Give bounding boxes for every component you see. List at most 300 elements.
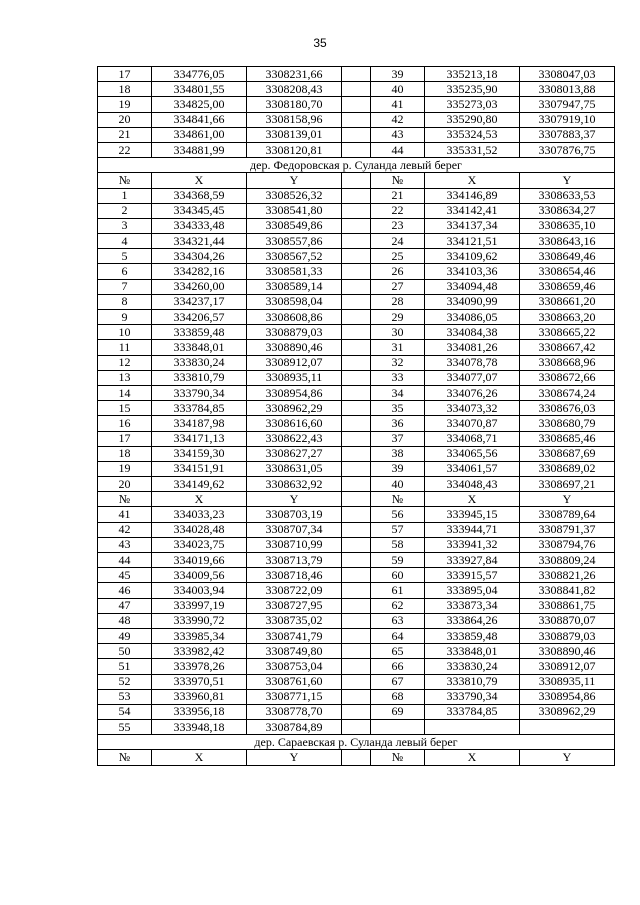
- point-number: 32: [371, 355, 425, 370]
- x-coordinate: 334825,00: [152, 97, 247, 112]
- y-coordinate: 3308680,79: [520, 416, 615, 431]
- y-coordinate: 3308761,60: [247, 674, 342, 689]
- table-row: [98, 431, 615, 446]
- point-number: 47: [98, 598, 152, 613]
- x-coordinate: 333848,01: [152, 340, 247, 355]
- spacer-cell: [342, 613, 371, 628]
- spacer-cell: [342, 553, 371, 568]
- spacer-cell: [342, 127, 371, 142]
- y-coordinate: 3308139,01: [247, 127, 342, 142]
- x-coordinate: 334260,00: [152, 279, 247, 294]
- y-coordinate: 3308659,46: [520, 279, 615, 294]
- table-row: [98, 644, 615, 659]
- y-coordinate: 3308158,96: [247, 112, 342, 127]
- header-number: №: [98, 492, 152, 507]
- y-coordinate: 3308608,86: [247, 310, 342, 325]
- table-row: [98, 598, 615, 613]
- x-coordinate: 333830,24: [152, 355, 247, 370]
- spacer-cell: [342, 218, 371, 233]
- table-row: [98, 689, 615, 704]
- y-coordinate: 3308616,60: [247, 416, 342, 431]
- spacer-cell: [342, 279, 371, 294]
- point-number: 35: [371, 401, 425, 416]
- point-number: 30: [371, 325, 425, 340]
- spacer-cell: [342, 720, 371, 735]
- x-coordinate: 334077,07: [425, 370, 520, 385]
- y-coordinate: 3308890,46: [247, 340, 342, 355]
- y-coordinate: 3308047,03: [520, 67, 615, 82]
- point-number: 29: [371, 310, 425, 325]
- point-number: 34: [371, 385, 425, 400]
- table-row: [98, 568, 615, 583]
- spacer-cell: [342, 461, 371, 476]
- point-number: 46: [98, 583, 152, 598]
- x-coordinate: 334048,43: [425, 477, 520, 492]
- point-number: 13: [98, 370, 152, 385]
- x-coordinate: 334146,89: [425, 188, 520, 203]
- spacer-cell: [342, 416, 371, 431]
- point-number: 17: [98, 67, 152, 82]
- x-coordinate: 334149,62: [152, 477, 247, 492]
- point-number: 48: [98, 613, 152, 628]
- y-coordinate: 3308668,96: [520, 355, 615, 370]
- x-coordinate: 333859,48: [152, 325, 247, 340]
- x-coordinate: 334345,45: [152, 203, 247, 218]
- x-coordinate: 335213,18: [425, 67, 520, 82]
- table-row: [98, 370, 615, 385]
- point-number: 33: [371, 370, 425, 385]
- header-number: №: [371, 173, 425, 188]
- table-row: [98, 446, 615, 461]
- point-number: 25: [371, 249, 425, 264]
- header-y: Y: [520, 492, 615, 507]
- y-coordinate: 3308710,99: [247, 537, 342, 552]
- y-coordinate: 3308231,66: [247, 67, 342, 82]
- x-coordinate: 334776,05: [152, 67, 247, 82]
- table-row: [98, 537, 615, 552]
- x-coordinate: 334090,99: [425, 294, 520, 309]
- point-number: 53: [98, 689, 152, 704]
- y-coordinate: 3308676,03: [520, 401, 615, 416]
- point-number: 10: [98, 325, 152, 340]
- y-coordinate: 3308821,26: [520, 568, 615, 583]
- table-row: [98, 340, 615, 355]
- table-row: [98, 82, 615, 97]
- header-number: №: [98, 173, 152, 188]
- y-coordinate: 3308962,29: [520, 704, 615, 719]
- y-coordinate: 3308879,03: [520, 628, 615, 643]
- point-number: 37: [371, 431, 425, 446]
- point-number: 31: [371, 340, 425, 355]
- spacer-cell: [342, 628, 371, 643]
- header-x: X: [425, 173, 520, 188]
- y-coordinate: 3308784,89: [247, 720, 342, 735]
- x-coordinate: 333810,79: [152, 370, 247, 385]
- y-coordinate: 3308687,69: [520, 446, 615, 461]
- y-coordinate: 3308643,16: [520, 234, 615, 249]
- y-coordinate: 3308654,46: [520, 264, 615, 279]
- y-coordinate: 3308794,76: [520, 537, 615, 552]
- x-coordinate: [425, 720, 520, 735]
- x-coordinate: 334076,26: [425, 385, 520, 400]
- x-coordinate: 333956,18: [152, 704, 247, 719]
- point-number: 15: [98, 401, 152, 416]
- spacer-cell: [342, 644, 371, 659]
- spacer-cell: [342, 249, 371, 264]
- x-coordinate: 333970,51: [152, 674, 247, 689]
- table-row: [98, 264, 615, 279]
- point-number: 24: [371, 234, 425, 249]
- x-coordinate: 334061,57: [425, 461, 520, 476]
- point-number: 9: [98, 310, 152, 325]
- spacer-cell: [342, 537, 371, 552]
- point-number: 22: [98, 142, 152, 157]
- y-coordinate: 3308672,66: [520, 370, 615, 385]
- table-row: [98, 310, 615, 325]
- x-coordinate: 334171,13: [152, 431, 247, 446]
- table-row: [98, 112, 615, 127]
- point-number: 3: [98, 218, 152, 233]
- table-row: [98, 355, 615, 370]
- point-number: 1: [98, 188, 152, 203]
- y-coordinate: 3308718,46: [247, 568, 342, 583]
- point-number: 43: [98, 537, 152, 552]
- y-coordinate: 3308627,27: [247, 446, 342, 461]
- table-row: [98, 97, 615, 112]
- spacer-cell: [342, 370, 371, 385]
- x-coordinate: 334073,32: [425, 401, 520, 416]
- point-number: 5: [98, 249, 152, 264]
- table-header-row: [98, 173, 615, 188]
- x-coordinate: 334078,78: [425, 355, 520, 370]
- point-number: 51: [98, 659, 152, 674]
- spacer-cell: [342, 507, 371, 522]
- point-number: 62: [371, 598, 425, 613]
- y-coordinate: 3308180,70: [247, 97, 342, 112]
- y-coordinate: 3308649,46: [520, 249, 615, 264]
- y-coordinate: 3308879,03: [247, 325, 342, 340]
- point-number: 63: [371, 613, 425, 628]
- point-number: 67: [371, 674, 425, 689]
- spacer-cell: [342, 598, 371, 613]
- x-coordinate: 334009,56: [152, 568, 247, 583]
- y-coordinate: 3308526,32: [247, 188, 342, 203]
- y-coordinate: 3308749,80: [247, 644, 342, 659]
- page-number: 35: [313, 36, 327, 50]
- point-number: 41: [98, 507, 152, 522]
- x-coordinate: 335324,53: [425, 127, 520, 142]
- x-coordinate: 334094,48: [425, 279, 520, 294]
- header-y: Y: [247, 492, 342, 507]
- x-coordinate: 333990,72: [152, 613, 247, 628]
- x-coordinate: 334109,62: [425, 249, 520, 264]
- x-coordinate: 334151,91: [152, 461, 247, 476]
- section-title-row: [98, 735, 615, 750]
- x-coordinate: 334065,56: [425, 446, 520, 461]
- header-y: Y: [247, 750, 342, 765]
- y-coordinate: 3308890,46: [520, 644, 615, 659]
- y-coordinate: 3308912,07: [247, 355, 342, 370]
- point-number: 43: [371, 127, 425, 142]
- coordinates-table-body: [98, 67, 615, 766]
- x-coordinate: 333915,57: [425, 568, 520, 583]
- spacer-cell: [342, 446, 371, 461]
- table-row: [98, 401, 615, 416]
- x-coordinate: 334023,75: [152, 537, 247, 552]
- y-coordinate: 3308703,19: [247, 507, 342, 522]
- point-number: 4: [98, 234, 152, 249]
- y-coordinate: 3308771,15: [247, 689, 342, 704]
- table-header-row: [98, 750, 615, 765]
- x-coordinate: 334033,23: [152, 507, 247, 522]
- table-row: [98, 553, 615, 568]
- point-number: 44: [371, 142, 425, 157]
- x-coordinate: 334068,71: [425, 431, 520, 446]
- spacer-cell: [342, 431, 371, 446]
- x-coordinate: 333982,42: [152, 644, 247, 659]
- point-number: 21: [98, 127, 152, 142]
- x-coordinate: 335331,52: [425, 142, 520, 157]
- y-coordinate: 3308013,88: [520, 82, 615, 97]
- point-number: 19: [98, 97, 152, 112]
- x-coordinate: 333985,34: [152, 628, 247, 643]
- x-coordinate: 333790,34: [425, 689, 520, 704]
- header-number: №: [371, 750, 425, 765]
- point-number: 65: [371, 644, 425, 659]
- y-coordinate: 3308713,79: [247, 553, 342, 568]
- table-row: [98, 294, 615, 309]
- x-coordinate: 334121,51: [425, 234, 520, 249]
- x-coordinate: 334861,00: [152, 127, 247, 142]
- table-row: [98, 67, 615, 82]
- y-coordinate: 3308635,10: [520, 218, 615, 233]
- x-coordinate: 333895,04: [425, 583, 520, 598]
- spacer-cell: [342, 264, 371, 279]
- point-number: 57: [371, 522, 425, 537]
- spacer-cell: [342, 203, 371, 218]
- spacer-cell: [342, 355, 371, 370]
- point-number: 40: [371, 82, 425, 97]
- y-coordinate: 3308954,86: [247, 385, 342, 400]
- point-number: 2: [98, 203, 152, 218]
- header-y: Y: [520, 750, 615, 765]
- point-number: 11: [98, 340, 152, 355]
- point-number: 64: [371, 628, 425, 643]
- table-row: [98, 142, 615, 157]
- point-number: 60: [371, 568, 425, 583]
- y-coordinate: 3308631,05: [247, 461, 342, 476]
- point-number: 68: [371, 689, 425, 704]
- point-number: 7: [98, 279, 152, 294]
- y-coordinate: 3308622,43: [247, 431, 342, 446]
- spacer-cell: [342, 477, 371, 492]
- x-coordinate: 334159,30: [152, 446, 247, 461]
- x-coordinate: 333810,79: [425, 674, 520, 689]
- x-coordinate: 335273,03: [425, 97, 520, 112]
- y-coordinate: 3308598,04: [247, 294, 342, 309]
- spacer-cell: [342, 659, 371, 674]
- y-coordinate: 3307883,37: [520, 127, 615, 142]
- x-coordinate: 333830,24: [425, 659, 520, 674]
- y-coordinate: 3308962,29: [247, 401, 342, 416]
- section-title-row: [98, 158, 615, 173]
- point-number: 26: [371, 264, 425, 279]
- table-row: [98, 203, 615, 218]
- point-number: 39: [371, 461, 425, 476]
- table-row: [98, 477, 615, 492]
- y-coordinate: 3308120,81: [247, 142, 342, 157]
- x-coordinate: 334841,66: [152, 112, 247, 127]
- spacer-cell: [342, 82, 371, 97]
- header-number: №: [98, 750, 152, 765]
- spacer-cell: [342, 294, 371, 309]
- spacer-cell: [342, 234, 371, 249]
- y-coordinate: 3308778,70: [247, 704, 342, 719]
- x-coordinate: 334801,55: [152, 82, 247, 97]
- x-coordinate: 333859,48: [425, 628, 520, 643]
- y-coordinate: 3308789,64: [520, 507, 615, 522]
- table-row: [98, 279, 615, 294]
- spacer-cell: [342, 492, 371, 507]
- table-row: [98, 613, 615, 628]
- header-x: X: [152, 173, 247, 188]
- x-coordinate: 334081,26: [425, 340, 520, 355]
- point-number: 23: [371, 218, 425, 233]
- x-coordinate: 334368,59: [152, 188, 247, 203]
- y-coordinate: 3308557,86: [247, 234, 342, 249]
- section-title: дер. Сараевская р. Суланда левый берег: [98, 735, 615, 750]
- point-number: 69: [371, 704, 425, 719]
- y-coordinate: 3308727,95: [247, 598, 342, 613]
- table-row: [98, 522, 615, 537]
- spacer-cell: [342, 522, 371, 537]
- x-coordinate: 334028,48: [152, 522, 247, 537]
- x-coordinate: 333784,85: [425, 704, 520, 719]
- point-number: 56: [371, 507, 425, 522]
- x-coordinate: 333873,34: [425, 598, 520, 613]
- y-coordinate: 3308208,43: [247, 82, 342, 97]
- table-row: [98, 385, 615, 400]
- x-coordinate: 333864,26: [425, 613, 520, 628]
- point-number: 54: [98, 704, 152, 719]
- spacer-cell: [342, 188, 371, 203]
- y-coordinate: 3308912,07: [520, 659, 615, 674]
- header-y: Y: [247, 173, 342, 188]
- x-coordinate: 334019,66: [152, 553, 247, 568]
- spacer-cell: [342, 112, 371, 127]
- point-number: 18: [98, 82, 152, 97]
- point-number: 52: [98, 674, 152, 689]
- y-coordinate: 3308735,02: [247, 613, 342, 628]
- y-coordinate: 3308753,04: [247, 659, 342, 674]
- x-coordinate: 333960,81: [152, 689, 247, 704]
- spacer-cell: [342, 583, 371, 598]
- y-coordinate: 3308809,24: [520, 553, 615, 568]
- y-coordinate: 3307919,10: [520, 112, 615, 127]
- y-coordinate: 3308870,07: [520, 613, 615, 628]
- x-coordinate: 334103,36: [425, 264, 520, 279]
- point-number: 12: [98, 355, 152, 370]
- x-coordinate: 333848,01: [425, 644, 520, 659]
- y-coordinate: 3308589,14: [247, 279, 342, 294]
- point-number: 22: [371, 203, 425, 218]
- point-number: 58: [371, 537, 425, 552]
- point-number: 42: [98, 522, 152, 537]
- point-number: 50: [98, 644, 152, 659]
- spacer-cell: [342, 704, 371, 719]
- table-row: [98, 674, 615, 689]
- point-number: 8: [98, 294, 152, 309]
- x-coordinate: 334333,48: [152, 218, 247, 233]
- y-coordinate: 3308567,52: [247, 249, 342, 264]
- point-number: 61: [371, 583, 425, 598]
- y-coordinate: 3308791,37: [520, 522, 615, 537]
- y-coordinate: 3307876,75: [520, 142, 615, 157]
- x-coordinate: 333941,32: [425, 537, 520, 552]
- table-row: [98, 234, 615, 249]
- point-number: 28: [371, 294, 425, 309]
- x-coordinate: 334070,87: [425, 416, 520, 431]
- header-y: Y: [520, 173, 615, 188]
- table-row: [98, 628, 615, 643]
- header-number: №: [371, 492, 425, 507]
- x-coordinate: 334881,99: [152, 142, 247, 157]
- point-number: 16: [98, 416, 152, 431]
- y-coordinate: 3308841,82: [520, 583, 615, 598]
- y-coordinate: 3308954,86: [520, 689, 615, 704]
- y-coordinate: 3307947,75: [520, 97, 615, 112]
- x-coordinate: 334137,34: [425, 218, 520, 233]
- y-coordinate: 3308633,53: [520, 188, 615, 203]
- y-coordinate: 3308632,92: [247, 477, 342, 492]
- point-number: 14: [98, 385, 152, 400]
- x-coordinate: 334187,98: [152, 416, 247, 431]
- x-coordinate: 334321,44: [152, 234, 247, 249]
- point-number: 39: [371, 67, 425, 82]
- y-coordinate: 3308935,11: [520, 674, 615, 689]
- table-row: [98, 249, 615, 264]
- x-coordinate: 333944,71: [425, 522, 520, 537]
- x-coordinate: 334086,05: [425, 310, 520, 325]
- point-number: 17: [98, 431, 152, 446]
- x-coordinate: 334237,17: [152, 294, 247, 309]
- x-coordinate: 334282,16: [152, 264, 247, 279]
- table-row: [98, 659, 615, 674]
- y-coordinate: 3308541,80: [247, 203, 342, 218]
- spacer-cell: [342, 325, 371, 340]
- spacer-cell: [342, 142, 371, 157]
- spacer-cell: [342, 750, 371, 765]
- table-row: [98, 720, 615, 735]
- header-x: X: [152, 750, 247, 765]
- x-coordinate: 333948,18: [152, 720, 247, 735]
- y-coordinate: 3308674,24: [520, 385, 615, 400]
- x-coordinate: 335235,90: [425, 82, 520, 97]
- y-coordinate: [520, 720, 615, 735]
- x-coordinate: 333945,15: [425, 507, 520, 522]
- spacer-cell: [342, 401, 371, 416]
- header-x: X: [425, 492, 520, 507]
- y-coordinate: 3308661,20: [520, 294, 615, 309]
- x-coordinate: 333790,34: [152, 385, 247, 400]
- table-row: [98, 583, 615, 598]
- y-coordinate: 3308685,46: [520, 431, 615, 446]
- table-row: [98, 325, 615, 340]
- x-coordinate: 334084,38: [425, 325, 520, 340]
- table-row: [98, 507, 615, 522]
- x-coordinate: 335290,80: [425, 112, 520, 127]
- y-coordinate: 3308861,75: [520, 598, 615, 613]
